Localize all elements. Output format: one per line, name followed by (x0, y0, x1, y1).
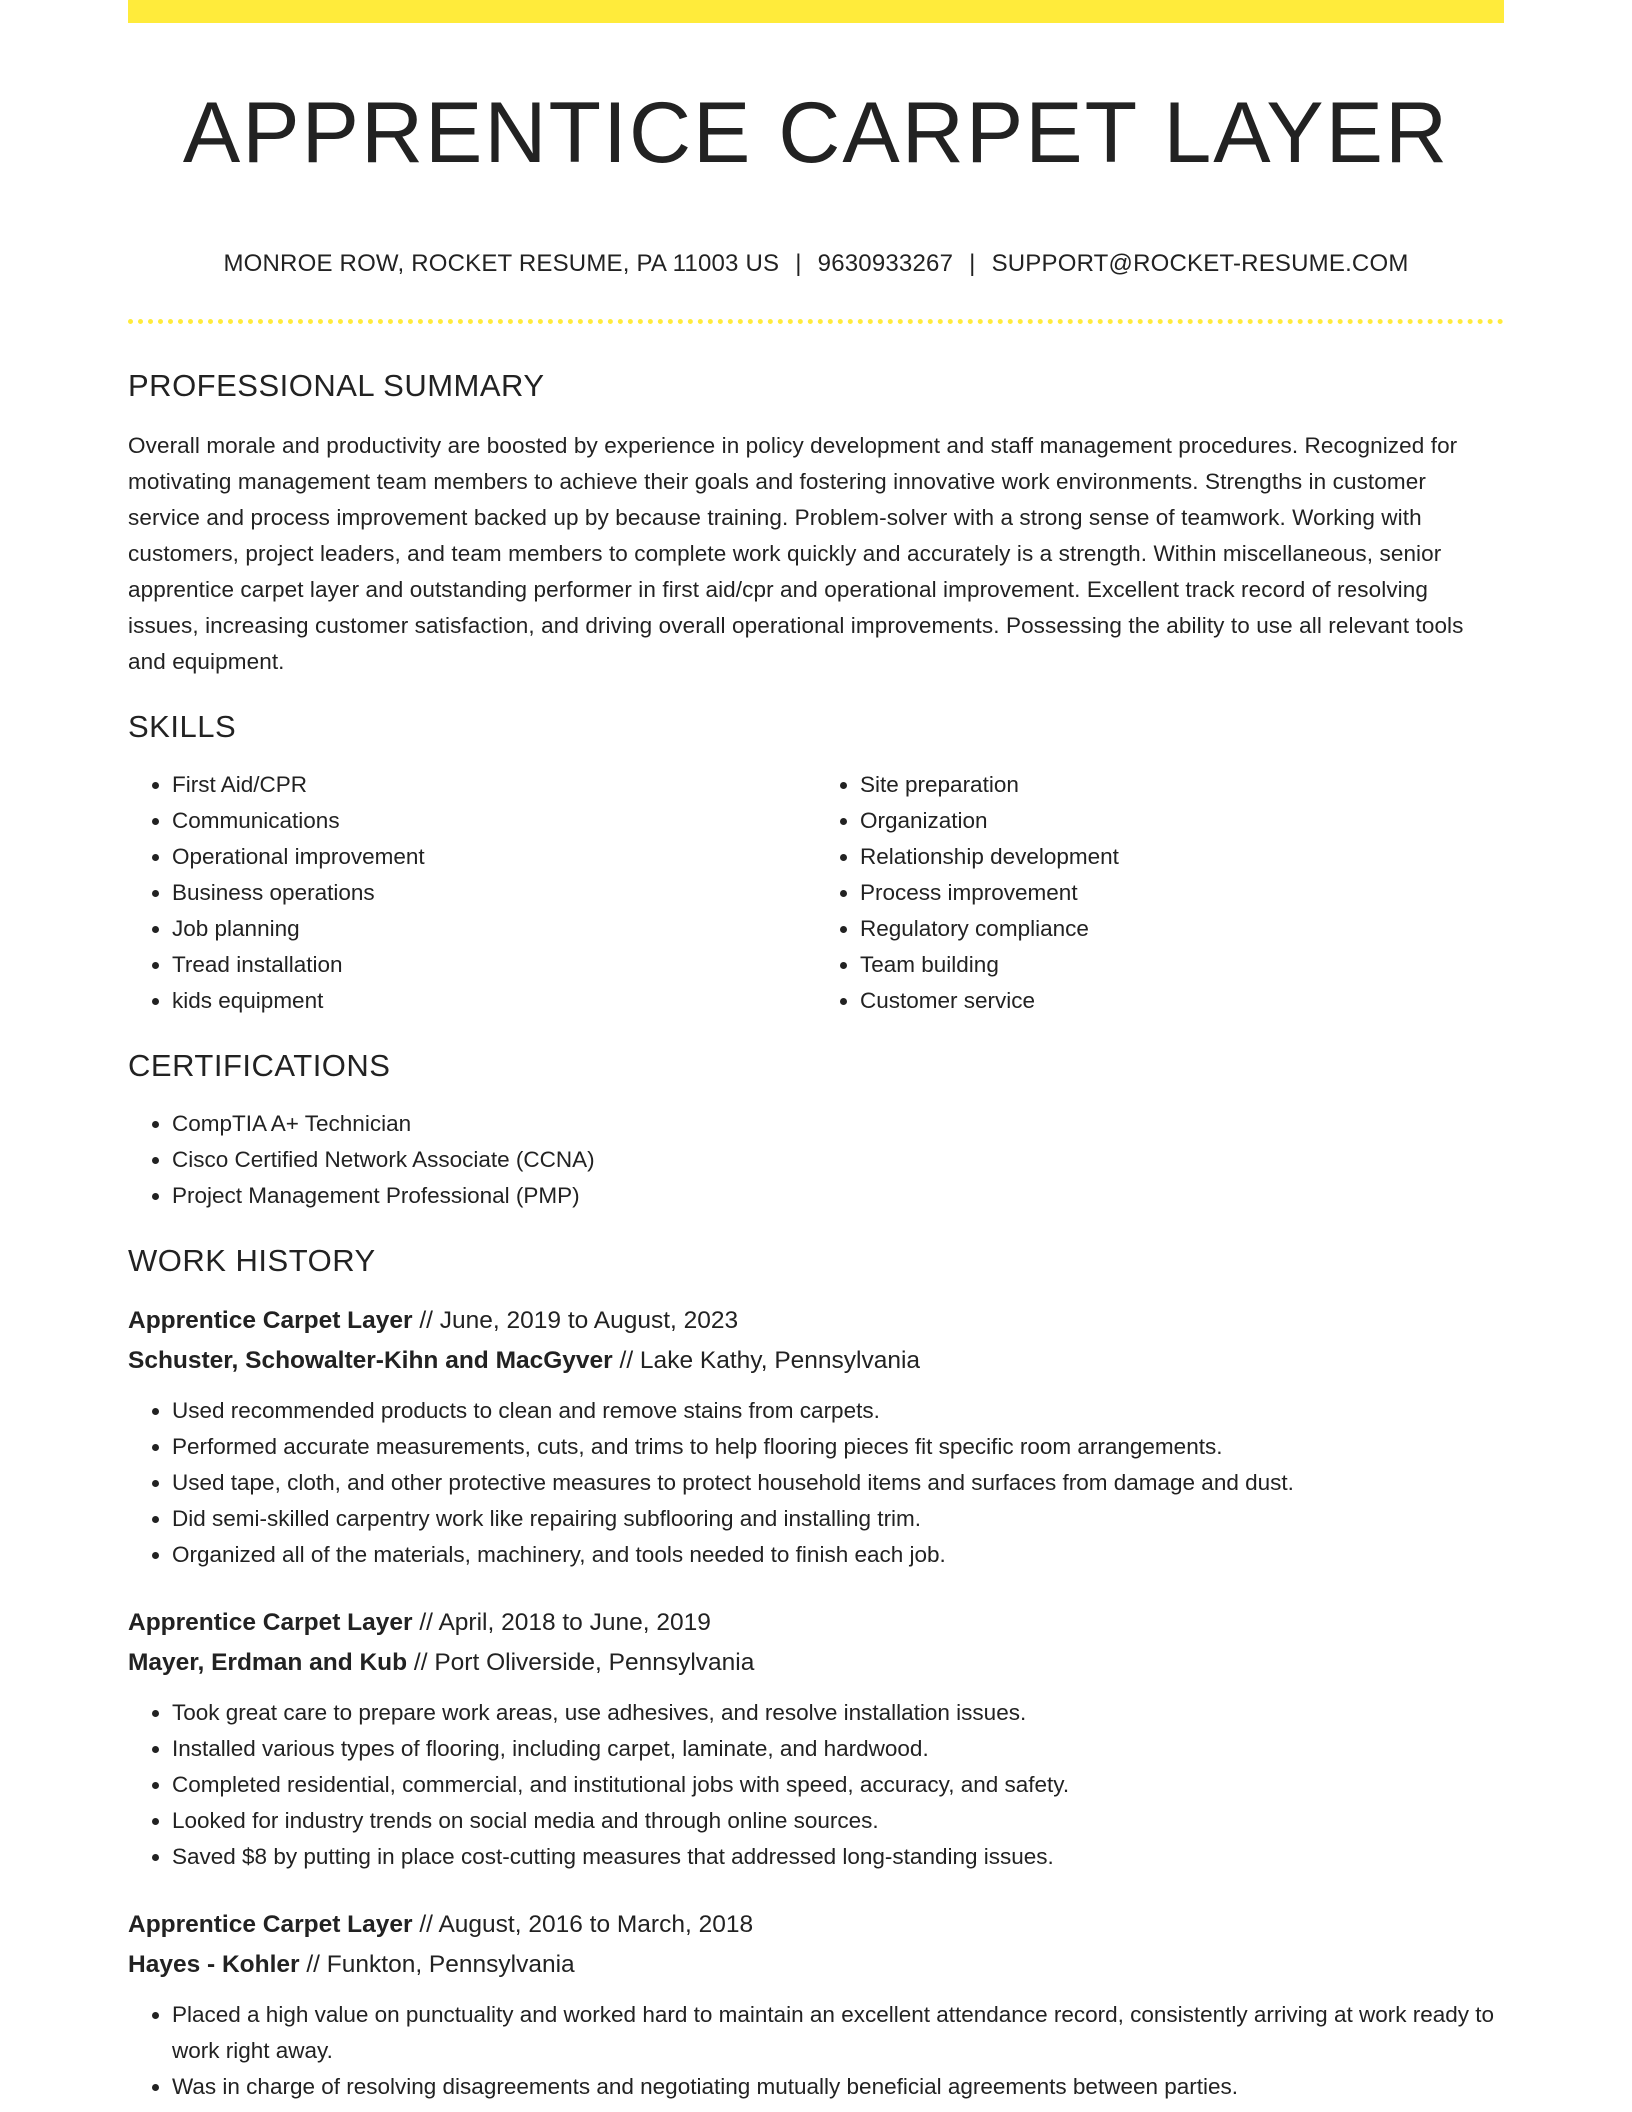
job-title-line (128, 1301, 1504, 1341)
skill-item: • Tread installation (172, 947, 816, 983)
job-bullet: • Used recommended products to clean and remove stains from carpets. (172, 1393, 1504, 1429)
skills-columns (128, 767, 1504, 1019)
skill-item: • First Aid/CPR (172, 767, 816, 803)
skill-item: • Operational improvement (172, 839, 816, 875)
contact-phone: 9630933267 (817, 250, 954, 277)
job-bullet: • Performed accurate measurements, cuts, and trims to help flooring pieces fit specific room arrangements. (172, 1429, 1504, 1465)
skills-list-right (816, 767, 1504, 1019)
job-bullet: • Installed various types of flooring, including carpet, laminate, and hardwood. (172, 1731, 1504, 1767)
job-bullet: • Looked for industry trends on social media and through online sources. (172, 1803, 1504, 1839)
job-bullets (128, 1695, 1504, 1875)
skill-item: • Process improvement (860, 875, 1504, 911)
job-company-line (128, 1643, 1504, 1683)
job-bullet: • Organized all of the materials, machinery, and tools needed to finish each job. (172, 1537, 1504, 1573)
job-title-line (128, 1603, 1504, 1643)
certification-item: • CompTIA A+ Technician (172, 1106, 1504, 1142)
job-bullets (128, 1393, 1504, 1573)
skill-item: • Customer service (860, 983, 1504, 1019)
job-dates: // April, 2018 to June, 2019 (419, 1609, 711, 1636)
job-company-line (128, 1945, 1504, 1985)
job-company-line (128, 1341, 1504, 1381)
resume-page (128, 0, 1504, 2105)
job-company: Hayes - Kohler (128, 1951, 300, 1978)
job-title-line (128, 1905, 1504, 1945)
job-dates: // August, 2016 to March, 2018 (419, 1911, 754, 1938)
job-dates: // June, 2019 to August, 2023 (419, 1307, 739, 1334)
job-location: // Funkton, Pennsylvania (306, 1951, 575, 1978)
job-bullet: • Did semi-skilled carpentry work like repairing subflooring and installing trim. (172, 1501, 1504, 1537)
job-company: Schuster, Schowalter-Kihn and MacGyver (128, 1347, 613, 1374)
job-title: Apprentice Carpet Layer (128, 1307, 413, 1334)
dotted-divider (128, 319, 1504, 324)
contact-email: SUPPORT@ROCKET-RESUME.COM (991, 250, 1409, 277)
skill-item: • Job planning (172, 911, 816, 947)
job-bullet: • Took great care to prepare work areas, use adhesives, and resolve installation issues. (172, 1695, 1504, 1731)
resume-name: APPRENTICE CARPET LAYER (182, 85, 1450, 181)
summary-text: Overall morale and productivity are boosted by experience in policy development and staff management procedures. Recognized for motivating management team members to achieve their goals and fostering innovative work environments. Strengths in customer service and process improvement backed up by because training. Problem-solver with a strong sense of teamwork. Working with customers, project leaders, and team members to complete work quickly and accurately is a strength. Within miscellaneous, senior apprentice carpet layer and outstanding performer in first aid/cpr and operational improvement. Excellent track record of resolving issues, increasing customer satisfaction, and driving overall operational improvements. Possessing the ability to use all relevant tools and equipment. (128, 433, 1464, 674)
summary-heading: PROFESSIONAL SUMMARY (128, 368, 545, 403)
job-company: Mayer, Erdman and Kub (128, 1649, 408, 1676)
job-location: // Lake Kathy, Pennsylvania (619, 1347, 921, 1374)
skills-list-left (128, 767, 816, 1019)
skill-item: • Communications (172, 803, 816, 839)
skill-item: • kids equipment (172, 983, 816, 1019)
skill-item: • Organization (860, 803, 1504, 839)
skill-item: • Team building (860, 947, 1504, 983)
job-bullet: • Placed a high value on punctuality and worked hard to maintain an excellent attendance record, consistently arriving at work ready to work right away. (172, 1997, 1504, 2069)
certifications-list (128, 1106, 1504, 1214)
summary-section (128, 366, 1504, 680)
contact-line (128, 249, 1504, 279)
job-entry (128, 1905, 1504, 2105)
contact-separator: | (795, 250, 802, 277)
contact-separator: | (969, 250, 976, 277)
certifications-section (128, 1046, 1504, 1214)
job-title: Apprentice Carpet Layer (128, 1609, 413, 1636)
certification-item: • Cisco Certified Network Associate (CCNA) (172, 1142, 1504, 1178)
skills-section (128, 707, 1504, 1019)
job-bullet: • Completed residential, commercial, and institutional jobs with speed, accuracy, and safety. (172, 1767, 1504, 1803)
skill-item: • Site preparation (860, 767, 1504, 803)
job-bullets (128, 1997, 1504, 2105)
accent-top-bar (128, 0, 1504, 23)
job-entry (128, 1603, 1504, 1875)
job-bullet: • Used tape, cloth, and other protective measures to protect household items and surfaces from damage and dust. (172, 1465, 1504, 1501)
certification-item: • Project Management Professional (PMP) (172, 1178, 1504, 1214)
job-bullet: • Was in charge of resolving disagreements and negotiating mutually beneficial agreements between parties. (172, 2069, 1504, 2105)
work-history-heading: WORK HISTORY (128, 1243, 376, 1278)
job-bullet: • Saved $8 by putting in place cost-cutting measures that addressed long-standing issues. (172, 1839, 1504, 1875)
skill-item: • Regulatory compliance (860, 911, 1504, 947)
job-entry (128, 1301, 1504, 1573)
job-title: Apprentice Carpet Layer (128, 1911, 413, 1938)
skills-heading: SKILLS (128, 709, 237, 744)
skill-item: • Business operations (172, 875, 816, 911)
job-location: // Port Oliverside, Pennsylvania (413, 1649, 755, 1676)
certifications-heading: CERTIFICATIONS (128, 1048, 391, 1083)
work-history-section (128, 1241, 1504, 2105)
skill-item: • Relationship development (860, 839, 1504, 875)
contact-address: MONROE ROW, ROCKET RESUME, PA 11003 US (223, 250, 780, 277)
